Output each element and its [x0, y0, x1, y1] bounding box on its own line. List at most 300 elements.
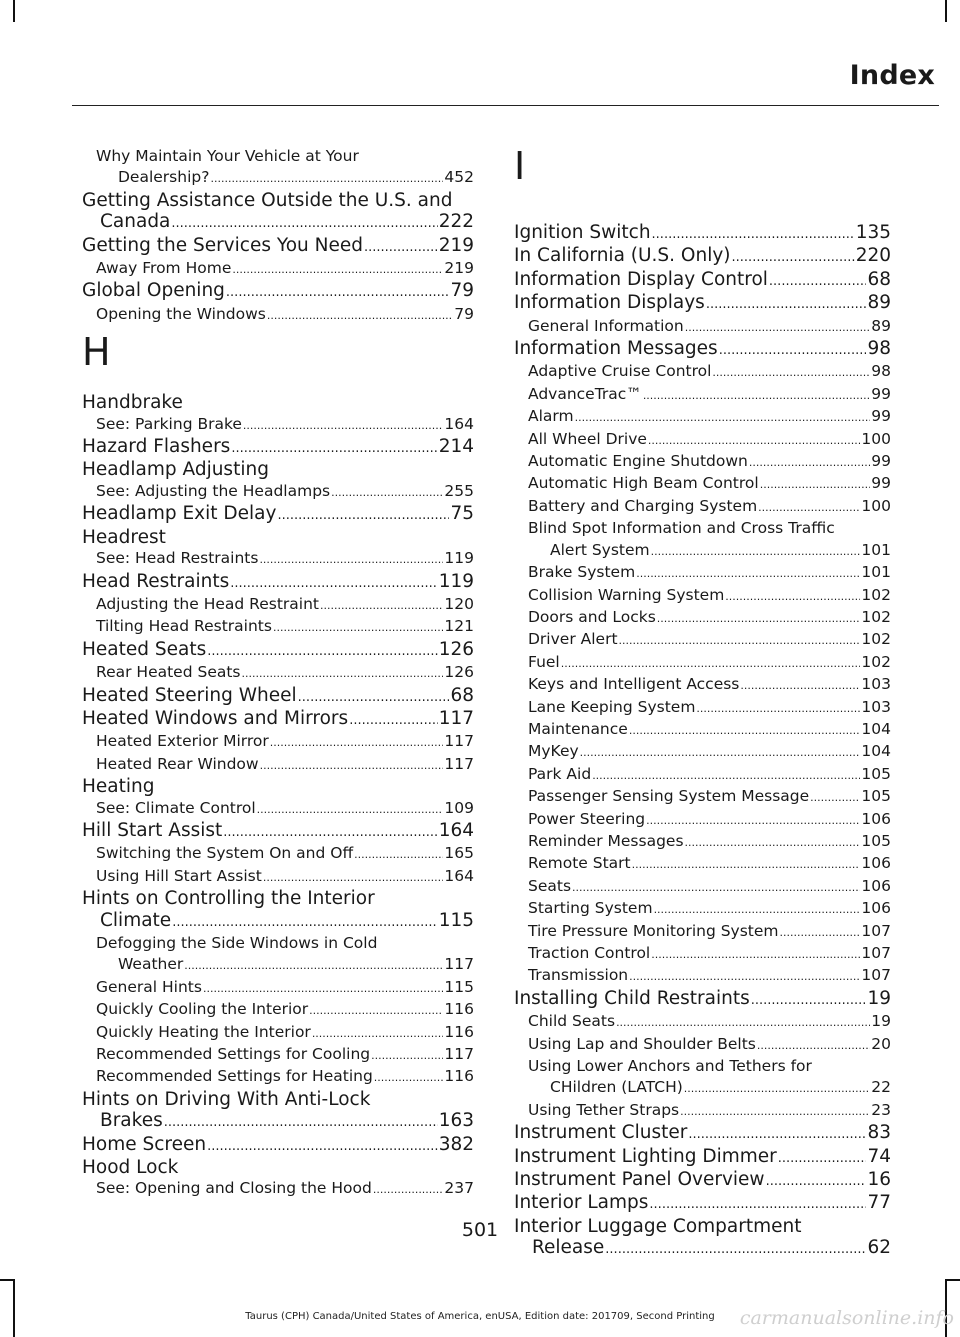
entry-label: Brake System: [528, 563, 636, 582]
entry-label: Doors and Locks: [528, 607, 656, 626]
page-reference: 99: [871, 452, 891, 471]
entry-label: Passenger Sensing System Message: [528, 787, 810, 806]
dot-leader: [680, 1101, 870, 1122]
dot-leader: [207, 641, 437, 662]
index-subentry: [82, 1178, 474, 1200]
entry-label: Getting Assistance Outside the U.S. and: [82, 189, 453, 211]
page-reference: 102: [861, 607, 891, 626]
page-reference: 220: [855, 245, 891, 267]
page-reference: 135: [855, 222, 891, 243]
dot-leader: [740, 675, 860, 696]
dot-leader: [654, 899, 861, 920]
page-reference: 116: [444, 1022, 474, 1041]
entry-label: Handbrake: [82, 392, 183, 414]
dot-leader: [619, 630, 861, 651]
index-subentry: [514, 1100, 891, 1122]
index-subentry: [514, 898, 891, 920]
dot-leader: [374, 1067, 444, 1088]
index-subentry: [514, 451, 891, 473]
dot-leader: [643, 385, 870, 406]
entry-label: Child Seats: [528, 1012, 616, 1031]
page-reference: 101: [861, 540, 891, 559]
page-reference: 77: [867, 1192, 891, 1214]
entry-label: Heating: [82, 776, 155, 798]
page-reference: 106: [861, 899, 891, 918]
page-reference: 104: [861, 742, 891, 761]
entry-label: Automatic Engine Shutdown: [528, 452, 748, 471]
index-subentry: [514, 719, 891, 741]
page-reference: 79: [454, 304, 474, 323]
dot-leader: [758, 497, 860, 518]
entry-label: Alert System: [550, 540, 650, 559]
dot-leader: [223, 822, 437, 843]
entry-label: Why Maintain Your Vehicle at Your: [96, 147, 359, 165]
index-subentry: [514, 384, 891, 406]
page-reference: 102: [861, 630, 891, 649]
index-subentry: [82, 1044, 474, 1066]
dot-leader: [732, 247, 855, 268]
entry-label: All Wheel Drive: [528, 429, 647, 448]
index-subentry: [514, 652, 891, 674]
entry-label: Rear Heated Seats: [96, 663, 241, 682]
index-subentry: [514, 562, 891, 584]
entry-label: In California (U.S. Only): [514, 245, 731, 267]
index-entry: [82, 820, 474, 843]
page-reference: 119: [438, 570, 474, 592]
page-reference: 16: [867, 1169, 891, 1191]
page-reference: 99: [871, 474, 891, 493]
section-letter: H: [82, 330, 111, 375]
index-subentry: [514, 921, 891, 943]
page-reference: 116: [444, 1067, 474, 1086]
index-subentry: [514, 831, 891, 853]
dot-leader: [171, 213, 437, 234]
index-subentry: [82, 258, 474, 280]
index-subentry: [82, 662, 474, 684]
index-entry: [82, 1089, 474, 1134]
entry-label: Using Hill Start Assist: [96, 866, 262, 885]
page-number: 501: [461, 1219, 499, 1241]
entry-label: Alarm: [528, 407, 574, 426]
index-subentry: [514, 853, 891, 875]
index-subentry: [514, 674, 891, 696]
page-reference: 100: [861, 429, 891, 448]
page-reference: 62: [867, 1237, 891, 1259]
entry-label: Information Displays: [514, 292, 705, 314]
entry-label: Seats: [528, 876, 572, 895]
page-reference: 20: [871, 1034, 891, 1053]
dot-leader: [207, 1136, 438, 1157]
page-reference: 89: [867, 292, 891, 314]
dot-leader: [184, 955, 443, 976]
page-reference: 107: [861, 921, 891, 940]
page-reference: 117: [438, 707, 474, 729]
dot-leader: [270, 732, 444, 753]
entry-label: Hazard Flashers: [82, 436, 231, 458]
entry-label: Ignition Switch: [514, 222, 651, 243]
index-subentry: [514, 406, 891, 428]
entry-label: Opening the Windows: [96, 304, 266, 323]
entry-label: Information Messages: [514, 338, 718, 360]
entry-label: Instrument Lighting Dimmer: [514, 1145, 777, 1167]
page-reference: 23: [871, 1100, 891, 1119]
page-reference: 107: [861, 966, 891, 985]
index-entry: [82, 527, 474, 548]
entry-label: Hill Start Assist: [82, 819, 223, 841]
index-subentry: [514, 585, 891, 607]
index-subentry: [514, 629, 891, 651]
page-reference: 100: [861, 496, 891, 515]
entry-label: Traction Control: [528, 944, 651, 962]
dot-leader: [243, 415, 443, 436]
index-entry: [82, 639, 474, 662]
dot-leader: [646, 810, 860, 831]
title-divider: [72, 105, 939, 106]
page-reference: 117: [444, 955, 474, 974]
dot-leader: [242, 663, 444, 684]
entry-label: Heated Rear Window: [96, 754, 259, 773]
entry-label: Hints on Driving With Anti-Lock: [82, 1088, 371, 1110]
index-entry: [514, 245, 891, 268]
entry-label: Remote Start: [528, 854, 631, 873]
dot-leader: [769, 271, 867, 292]
page-reference: 106: [861, 876, 891, 895]
dot-leader: [760, 474, 871, 495]
dot-leader: [651, 541, 861, 562]
index-subentry: [514, 697, 891, 719]
page-reference: 165: [444, 844, 474, 863]
dot-leader: [210, 168, 443, 189]
entry-label: Starting System: [528, 899, 653, 918]
dot-leader: [725, 586, 860, 607]
dot-leader: [636, 563, 860, 584]
entry-label: Defogging the Side Windows in Cold: [96, 934, 378, 952]
index-entry: [82, 685, 474, 708]
dot-leader: [696, 698, 860, 719]
entry-label: Lane Keeping System: [528, 697, 696, 716]
index-subentry: [82, 1022, 474, 1044]
dot-leader: [267, 305, 453, 326]
index-entry: [82, 776, 474, 797]
index-subentry: [82, 866, 474, 888]
page-reference: 255: [444, 481, 474, 500]
dot-leader: [164, 1112, 438, 1133]
page-reference: 126: [438, 638, 474, 660]
entry-label: Keys and Intelligent Access: [528, 675, 740, 694]
dot-leader: [580, 742, 861, 763]
dot-leader: [648, 430, 860, 451]
page-reference: 74: [867, 1145, 891, 1167]
entry-label: Maintenance: [528, 719, 628, 738]
entry-label: Global Opening: [82, 280, 225, 302]
index-entry: [514, 1146, 891, 1169]
index-entry: [82, 280, 474, 303]
page-reference: 83: [867, 1122, 891, 1144]
index-entry: [514, 222, 891, 245]
entry-label: General Information: [528, 316, 684, 335]
index-entry: [514, 1122, 891, 1145]
page-reference: 119: [444, 549, 474, 568]
page-reference: 103: [861, 697, 891, 716]
page-reference: 89: [871, 316, 891, 335]
entry-label: Quickly Heating the Interior: [96, 1022, 311, 1041]
page-reference: 117: [444, 754, 474, 773]
entry-label: Dealership?: [118, 168, 210, 187]
dot-leader: [371, 1045, 443, 1066]
entry-label: Information Display Control: [514, 268, 768, 290]
dot-leader: [685, 832, 861, 853]
dot-leader: [331, 482, 443, 503]
dot-leader: [657, 608, 861, 629]
entry-label: Headrest: [82, 526, 166, 548]
index-subentry: [82, 1066, 474, 1088]
index-entry: [514, 1169, 891, 1192]
entry-label: Home Screen: [82, 1133, 207, 1155]
index-subentry: [82, 548, 474, 570]
index-entry: [514, 269, 891, 292]
entry-label: Adjusting the Head Restraint: [96, 594, 320, 613]
index-subentry: [514, 786, 891, 808]
crop-mark-bottom-left-horizontal: [0, 1279, 15, 1281]
entry-label: Driver Alert: [528, 630, 618, 649]
dot-leader: [810, 787, 860, 808]
page-reference: 22: [871, 1078, 891, 1097]
entry-label: Switching the System On and Off: [96, 844, 354, 863]
edition-footer: Taurus (CPH) Canada/United States of America, enUSA, Edition date: 201709, Second Printing: [245, 1311, 715, 1322]
page-title: Index: [849, 60, 935, 91]
page-reference: 68: [867, 268, 891, 290]
entry-label: Power Steering: [528, 809, 646, 828]
page-reference: 102: [861, 585, 891, 604]
page-reference: 117: [444, 732, 474, 751]
dot-leader: [685, 317, 871, 338]
index-subentry: [514, 473, 891, 495]
dot-leader: [320, 595, 443, 616]
page-reference: 19: [867, 987, 891, 1009]
entry-label: Hints on Controlling the Interior: [82, 888, 375, 910]
page-reference: 382: [438, 1133, 474, 1155]
dot-leader: [298, 687, 450, 708]
section-letter: I: [514, 144, 526, 188]
dot-leader: [757, 1035, 870, 1056]
page-reference: 19: [871, 1012, 891, 1031]
index-subentry: [514, 809, 891, 831]
dot-leader: [719, 340, 867, 361]
index-entry: [82, 1134, 474, 1157]
entry-label: Interior Luggage Compartment: [514, 1215, 802, 1237]
page-reference: 103: [861, 675, 891, 694]
entry-label: Climate: [100, 909, 172, 931]
index-subentry: [514, 1034, 891, 1056]
page-reference: 115: [438, 909, 474, 931]
page-reference: 163: [438, 1110, 474, 1132]
index-subentry: [82, 999, 474, 1021]
dot-leader: [349, 710, 438, 731]
entry-label: General Hints: [96, 977, 202, 996]
index-subentry: [514, 943, 891, 965]
dot-leader: [226, 282, 450, 303]
index-subentry: [82, 977, 474, 999]
dot-leader: [203, 978, 443, 999]
entry-label: See: Opening and Closing the Hood: [96, 1179, 372, 1198]
dot-leader: [273, 617, 443, 638]
index-subentry: [514, 741, 891, 763]
dot-leader: [309, 1000, 443, 1021]
dot-leader: [712, 362, 870, 383]
entry-label: Blind Spot Information and Cross Traffic: [528, 519, 835, 538]
index-subentry: [514, 764, 891, 786]
entry-label: AdvanceTrac™: [528, 384, 642, 403]
entry-label: Headlamp Adjusting: [82, 459, 269, 481]
page-reference: 75: [450, 503, 474, 525]
page-reference: 219: [438, 234, 474, 256]
entry-label: Heated Exterior Mirror: [96, 732, 269, 751]
index-entry: [82, 708, 474, 731]
index-subentry: [82, 731, 474, 753]
entry-label: Heated Seats: [82, 638, 207, 660]
dot-leader: [592, 765, 860, 786]
entry-label: Collision Warning System: [528, 585, 725, 604]
index-subentry: [514, 876, 891, 898]
dot-leader: [605, 1239, 866, 1260]
dot-leader: [572, 877, 860, 898]
index-entry: [514, 1192, 891, 1215]
dot-leader: [629, 720, 861, 741]
page-reference: 105: [861, 831, 891, 850]
index-subentry: [514, 1011, 891, 1033]
page-reference: 99: [871, 407, 891, 426]
dot-leader: [652, 224, 855, 245]
page-reference: 105: [861, 787, 891, 806]
index-subentry: [514, 361, 891, 383]
dot-leader: [354, 844, 443, 865]
entry-label: CHildren (LATCH): [550, 1078, 683, 1097]
entry-label: Park Aid: [528, 764, 592, 783]
entry-label: MyKey: [528, 742, 579, 761]
entry-label: Transmission: [528, 966, 629, 985]
index-subentry: [514, 965, 891, 987]
dot-leader: [231, 438, 437, 459]
index-column-left: [82, 146, 474, 1201]
entry-label: Battery and Charging System: [528, 496, 758, 515]
crop-mark-bottom-left-vertical: [13, 1279, 15, 1337]
page-reference: 68: [450, 684, 474, 706]
index-subentry: [82, 843, 474, 865]
page-reference: 79: [450, 280, 474, 302]
entry-label: Reminder Messages: [528, 831, 684, 850]
entry-label: Head Restraints: [82, 570, 230, 592]
index-entry: [82, 459, 474, 480]
entry-label: Using Lower Anchors and Tethers for: [528, 1057, 812, 1076]
page-reference: 452: [444, 168, 474, 187]
entry-label: Installing Child Restraints: [514, 987, 750, 1009]
dot-leader: [575, 407, 871, 428]
page-reference: 98: [871, 362, 891, 381]
index-subentry: [82, 481, 474, 503]
index-subentry: [514, 316, 891, 338]
page-reference: 106: [861, 809, 891, 828]
page-reference: 237: [444, 1179, 474, 1198]
page-reference: 120: [444, 594, 474, 613]
index-entry: [514, 338, 891, 361]
index-entry: [82, 888, 474, 933]
dot-leader: [257, 799, 444, 820]
index-subentry: [82, 754, 474, 776]
page-reference: 121: [444, 617, 474, 636]
entry-label: Adaptive Cruise Control: [528, 362, 712, 381]
dot-leader: [172, 912, 437, 933]
entry-label: Away From Home: [96, 259, 232, 278]
index-entry: [82, 436, 474, 459]
index-subentry: [514, 518, 891, 562]
index-subentry: [82, 933, 474, 977]
entry-label: Hood Lock: [82, 1157, 179, 1179]
page-reference: 164: [444, 866, 474, 885]
index-entry: [82, 503, 474, 526]
index-subentry: [82, 616, 474, 638]
page-reference: 98: [867, 338, 891, 360]
entry-label: Fuel: [528, 652, 560, 671]
entry-label: Canada: [100, 211, 171, 233]
index-entry: [82, 190, 474, 235]
page-reference: 115: [444, 977, 474, 996]
dot-leader: [629, 966, 860, 987]
entry-label: Using Lap and Shoulder Belts: [528, 1034, 756, 1053]
dot-leader: [277, 505, 449, 526]
index-entry: [82, 571, 474, 594]
entry-label: Interior Lamps: [514, 1192, 649, 1214]
dot-leader: [364, 237, 438, 258]
dot-leader: [561, 653, 861, 674]
index-entry: [82, 235, 474, 258]
entry-label: See: Adjusting the Headlamps: [96, 481, 331, 500]
page-reference: 99: [871, 384, 891, 403]
page-reference: 222: [438, 211, 474, 233]
index-subentry: [82, 798, 474, 820]
dot-leader: [373, 1179, 444, 1200]
page-reference: 104: [861, 719, 891, 738]
page-reference: 164: [438, 819, 474, 841]
index-entry: [514, 292, 891, 315]
index-subentry: [514, 1056, 891, 1100]
page-reference: 105: [861, 764, 891, 783]
entry-label: Automatic High Beam Control: [528, 474, 759, 493]
entry-label: Using Tether Straps: [528, 1100, 680, 1119]
page-reference: 164: [444, 414, 474, 433]
dot-leader: [632, 854, 861, 875]
index-column-right: [514, 146, 891, 1261]
index-entry: [82, 392, 474, 413]
page-reference: 109: [444, 798, 474, 817]
dot-leader: [649, 1194, 866, 1215]
crop-mark-bottom-right-horizontal: [945, 1279, 960, 1281]
dot-leader: [751, 990, 867, 1011]
dot-leader: [684, 1078, 870, 1099]
dot-leader: [260, 755, 444, 776]
page-reference: 219: [444, 259, 474, 278]
index-subentry: [82, 414, 474, 436]
dot-leader: [766, 1171, 867, 1192]
index-subentry: [514, 607, 891, 629]
entry-label: Tire Pressure Monitoring System: [528, 921, 779, 940]
dot-leader: [312, 1023, 444, 1044]
entry-label: See: Head Restraints: [96, 549, 259, 568]
entry-label: Quickly Cooling the Interior: [96, 1000, 309, 1019]
dot-leader: [651, 944, 860, 965]
dot-leader: [778, 1148, 867, 1169]
index-subentry: [514, 429, 891, 451]
page-reference: 214: [438, 436, 474, 458]
